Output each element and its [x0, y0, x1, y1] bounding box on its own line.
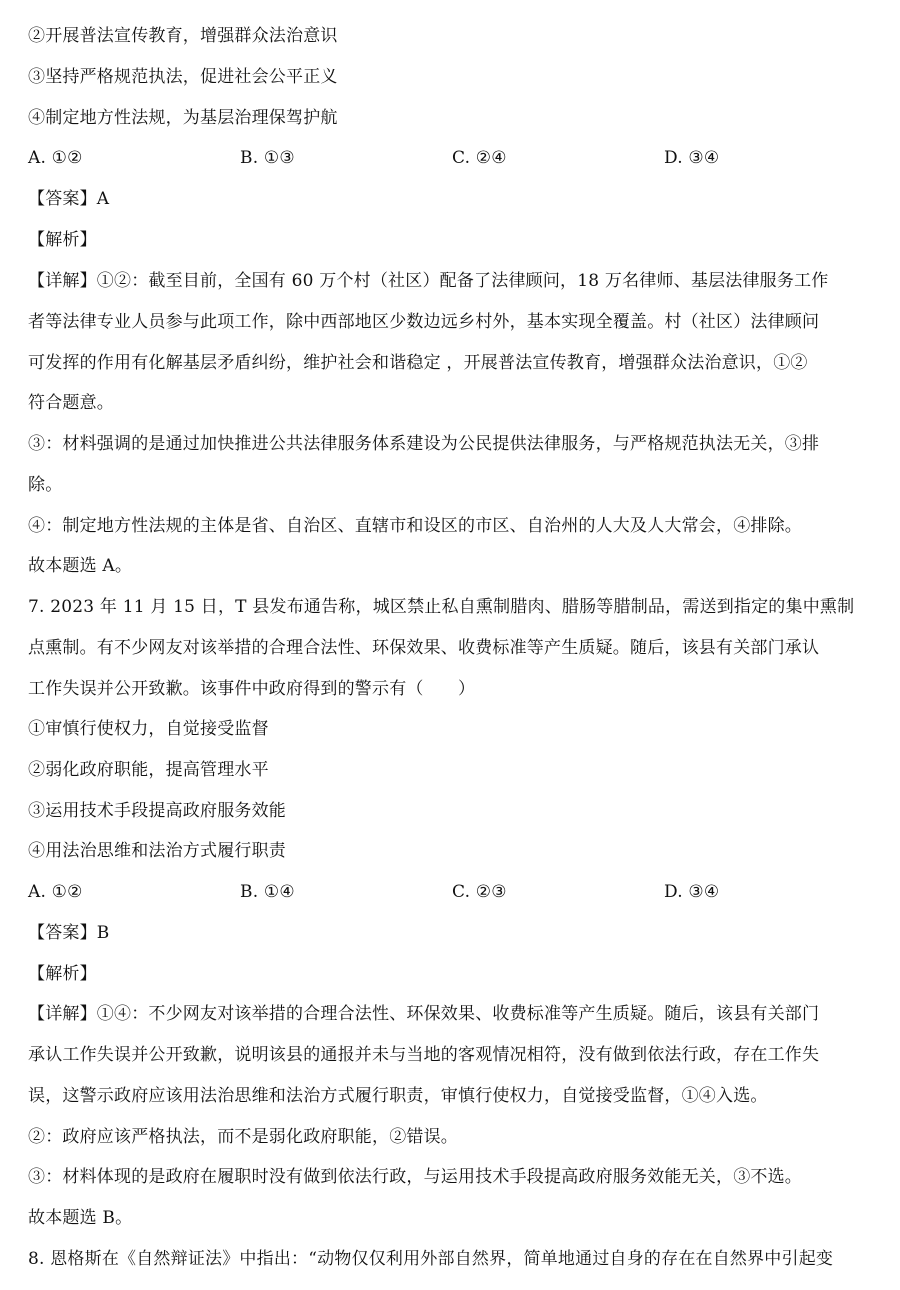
q7-statement-2: ②弱化政府职能，提高管理水平 [28, 760, 269, 780]
q7-analysis-title: 【解析】 [28, 964, 97, 984]
q6-option-c: C. ②④ [452, 148, 507, 168]
q7-statement-1: ①审慎行使权力，自觉接受监督 [28, 719, 269, 739]
q6-detail-line: 除。 [28, 475, 63, 495]
q7-detail-line: 误，这警示政府应该用法治思维和法治方式履行职责，审慎行使权力，自觉接受监督，①④入选。 [28, 1086, 768, 1106]
q7-answer: 【答案】B [28, 923, 110, 943]
q6-detail-line: 者等法律专业人员参与此项工作，除中西部地区少数边远乡村外，基本实现全覆盖。村（社区）法律顾问 [28, 312, 820, 332]
q6-detail-line: ③：材料强调的是通过加快推进公共法律服务体系建设为公民提供法律服务，与严格规范执法无关，③排 [28, 434, 820, 454]
q7-detail-line: 承认工作失误并公开致歉，说明该县的通报并未与当地的客观情况相符，没有做到依法行政，存在工作失 [28, 1045, 820, 1065]
q6-detail-line: 可发挥的作用有化解基层矛盾纠纷，维护社会和谐稳定 ，开展普法宣传教育，增强群众法治意识，①② [28, 353, 808, 373]
q7-statement-4: ④用法治思维和法治方式履行职责 [28, 841, 286, 861]
q6-detail-line: ④：制定地方性法规的主体是省、自治区、直辖市和设区的市区、自治州的人大及人大常会，④排除。 [28, 516, 802, 536]
q6-statement-4: ④制定地方性法规，为基层治理保驾护航 [28, 108, 338, 128]
q6-statement-3: ③坚持严格规范执法，促进社会公平正义 [28, 67, 338, 87]
q6-option-b: B. ①③ [240, 148, 295, 168]
q6-analysis-title: 【解析】 [28, 230, 97, 250]
q7-detail-line: ③：材料体现的是政府在履职时没有做到依法行政，与运用技术手段提高政府服务效能无关，③不选。 [28, 1167, 802, 1187]
q6-option-a: A. ①② [28, 148, 83, 168]
q6-option-d: D. ③④ [664, 148, 720, 168]
q7-option-d: D. ③④ [664, 882, 720, 902]
q7-options [28, 881, 876, 903]
q7-option-c: C. ②③ [452, 882, 507, 902]
q6-options [28, 147, 876, 169]
q7-detail-line: ②：政府应该严格执法，而不是弱化政府职能，②错误。 [28, 1127, 458, 1147]
q6-answer: 【答案】A [28, 189, 110, 209]
q7-stem-line: 点熏制。有不少网友对该举措的合理合法性、环保效果、收费标准等产生质疑。随后，该县有关部门承认 [28, 638, 820, 658]
q6-detail-line: 【详解】①②：截至目前，全国有 60 万个村（社区）配备了法律顾问，18 万名律师、基层法律服务工作 [28, 271, 829, 291]
q7-stem-line: 工作失误并公开致歉。该事件中政府得到的警示有（ ） [28, 679, 476, 699]
q7-conclusion: 故本题选 B。 [28, 1208, 133, 1228]
q7-detail-line: 【详解】①④：不少网友对该举措的合理合法性、环保效果、收费标准等产生质疑。随后，该县有关部门 [28, 1004, 820, 1024]
q6-statement-2: ②开展普法宣传教育，增强群众法治意识 [28, 26, 338, 46]
q6-detail-line: 符合题意。 [28, 393, 114, 413]
q7-stem-line: 7. 2023 年 11 月 15 日，T 县发布通告称，城区禁止私自熏制腊肉、腊肠等腊制品，需送到指定的集中熏制 [28, 597, 855, 617]
q6-conclusion: 故本题选 A。 [28, 556, 133, 576]
q7-statement-3: ③运用技术手段提高政府服务效能 [28, 801, 286, 821]
q7-option-a: A. ①② [28, 882, 83, 902]
q7-option-b: B. ①④ [240, 882, 295, 902]
q8-stem-line: 8. 恩格斯在《自然辩证法》中指出：“动物仅仅利用外部自然界，简单地通过自身的存在在自然界中引起变 [28, 1249, 834, 1269]
